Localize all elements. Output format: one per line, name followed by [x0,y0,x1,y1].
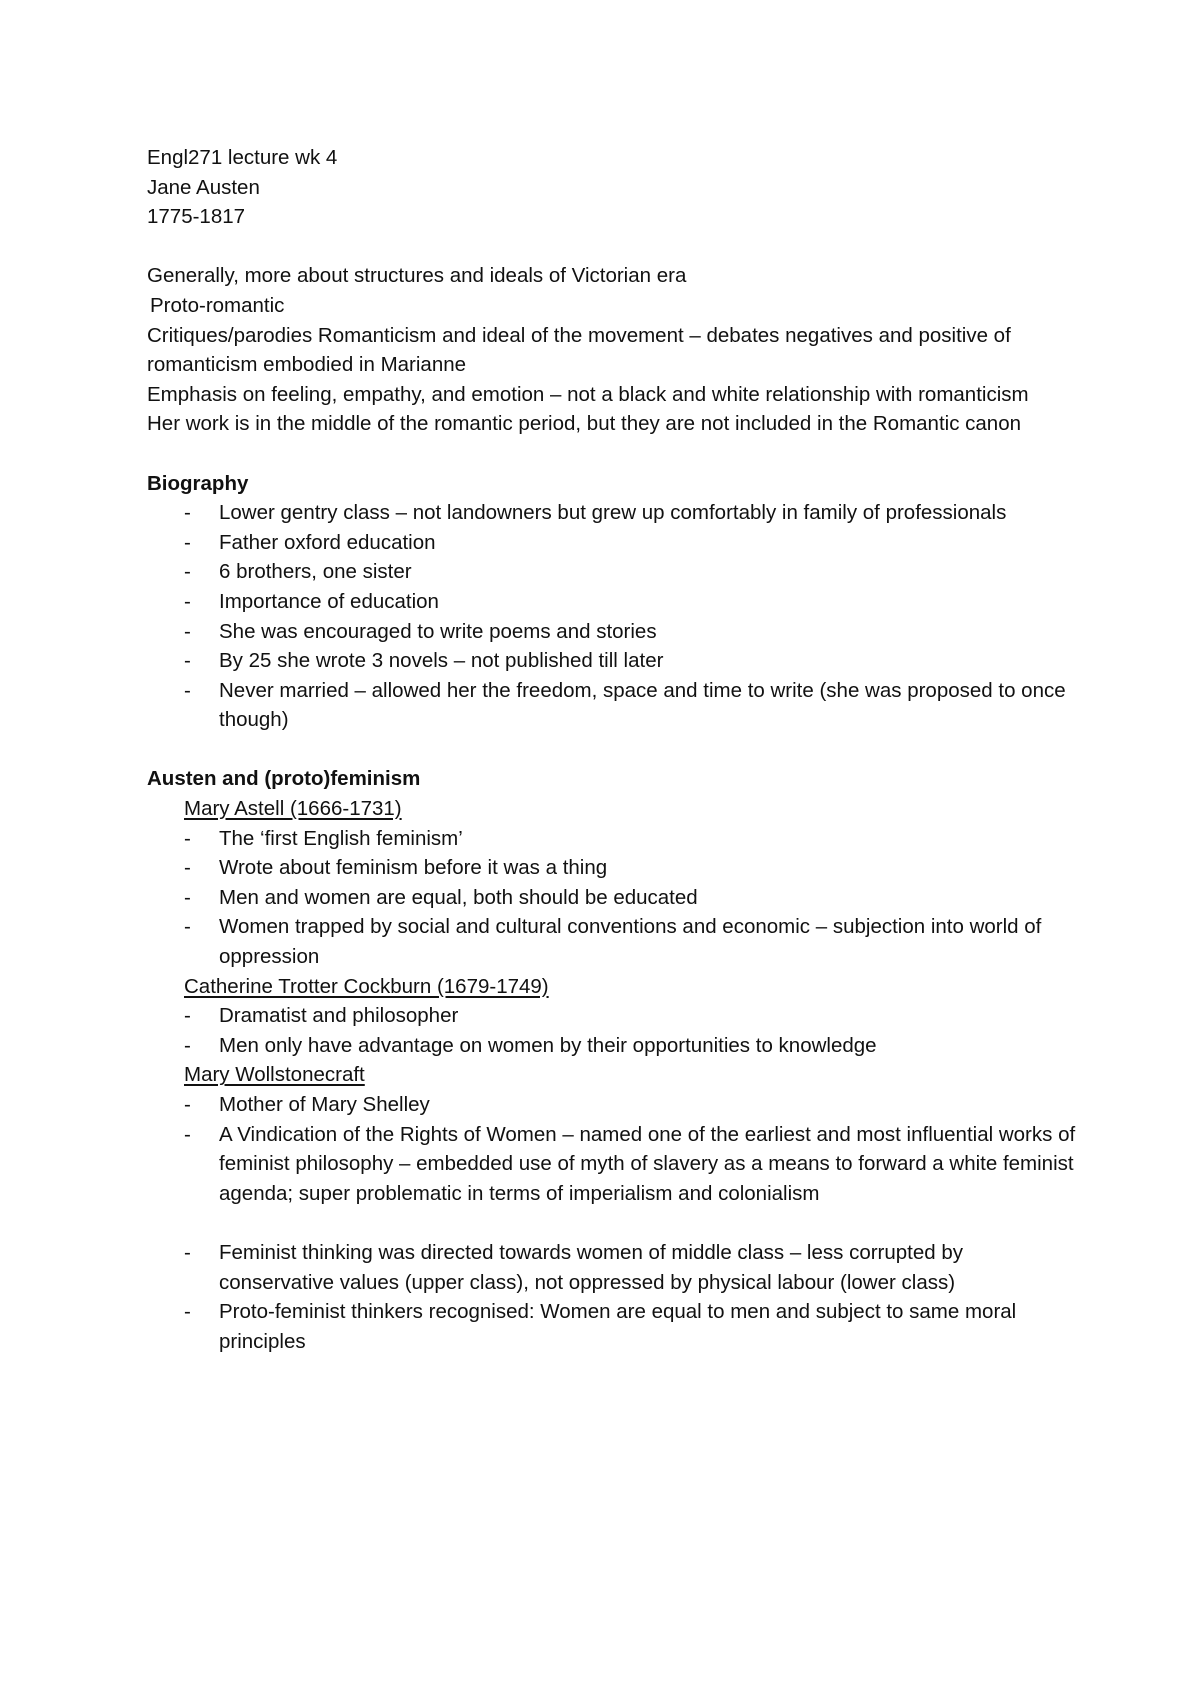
list-item [147,617,1077,647]
list-item [147,646,1077,676]
list-item-text: Importance of education [219,589,439,613]
dash-bullet: - [184,1093,191,1116]
cockburn-list [147,1001,1077,1060]
list-item-text: Wrote about feminism before it was a thing [219,856,608,880]
dash-bullet: - [184,856,191,880]
list-item [147,883,1077,913]
list-item [147,1297,1077,1356]
list-item-text: Feminist thinking was directed towards women of middle class – less corrupted by conservative values (upper class), not oppressed by physical labour (lower class) [219,1240,964,1294]
intro-line-3: Critiques/parodies Romanticism and ideal of the movement – debates negatives and positive of romanticism embodied in Marianne [147,323,1011,377]
spacer [147,439,1077,469]
dash-bullet: - [184,619,191,643]
author-dates: 1775-1817 [147,205,246,229]
subheading-mary-wollstonecraft: Mary Wollstonecraft [184,1063,365,1087]
dash-bullet: - [184,915,191,939]
list-item-text: 6 brothers, one sister [219,560,412,584]
list-item [147,587,1077,617]
subheading-catherine-cockburn: Catherine Trotter Cockburn (1679-1749) [184,974,549,998]
list-item [147,824,1077,854]
spacer [147,1208,1077,1238]
course-title: Engl271 lecture wk 4 [147,146,338,169]
list-item-text: Men only have advantage on women by their opportunities to knowledge [219,1033,877,1057]
intro-line-1: Generally, more about structures and ideals of Victorian era [147,264,687,288]
list-item-text: Mother of Mary Shelley [219,1093,430,1116]
list-item-text: Men and women are equal, both should be educated [219,885,698,909]
list-item-text: The ‘first English feminism’ [219,826,463,850]
dash-bullet: - [184,649,191,673]
dash-bullet: - [184,1004,191,1028]
biography-list [147,498,1077,735]
list-item [147,498,1077,528]
astell-list [147,824,1077,972]
dash-bullet: - [184,560,191,584]
list-item [147,912,1077,971]
dash-bullet: - [184,501,191,525]
author-name: Jane Austen [147,175,260,199]
list-item [147,528,1077,558]
list-item-text: By 25 she wrote 3 novels – not published till later [219,649,664,673]
list-item [147,853,1077,883]
biography-heading: Biography [147,471,249,495]
list-item [147,1120,1077,1209]
subheading-mary-astell: Mary Astell (1666-1731) [184,797,402,821]
list-item-text: Lower gentry class – not landowners but grew up comfortably in family of professionals [219,501,1007,525]
list-item-text: She was encouraged to write poems and stories [219,619,657,643]
intro-line-5: Her work is in the middle of the romantic period, but they are not included in the Romantic canon [147,412,1021,436]
document-page [147,143,1077,1356]
list-item-text: Women trapped by social and cultural conventions and economic – subjection into world of oppression [219,915,1042,969]
feminism-heading: Austen and (proto)feminism [147,767,421,791]
list-item-text: Never married – allowed her the freedom, space and time to write (she was proposed to once though) [219,678,1066,732]
list-item [147,1031,1077,1061]
list-item [147,1001,1077,1031]
list-item-text: Father oxford education [219,530,436,554]
list-item-text: A Vindication of the Rights of Women – named one of the earliest and most influential works of feminist philosophy – embedded use of myth of slavery as a means to forward a white feminist agenda; super problematic in terms of imperialism and colonialism [219,1122,1076,1205]
spacer [147,232,1077,262]
list-item-text: Proto-feminist thinkers recognised: Women are equal to men and subject to same moral principles [219,1300,1017,1353]
dash-bullet: - [184,885,191,909]
general-list [147,1238,1077,1356]
dash-bullet: - [184,1240,191,1264]
list-item [147,1238,1077,1297]
dash-bullet: - [184,589,191,613]
spacer [147,735,1077,765]
wollstonecraft-list [147,1090,1077,1208]
list-item [147,1090,1077,1120]
dash-bullet: - [184,1033,191,1057]
dash-bullet: - [184,826,191,850]
list-item [147,676,1077,735]
intro-line-2: Proto-romantic [150,293,285,317]
list-item [147,557,1077,587]
intro-line-4: Emphasis on feeling, empathy, and emotion – not a black and white relationship with romanticism [147,382,1029,406]
dash-bullet: - [184,530,191,554]
dash-bullet: - [184,678,191,702]
list-item-text: Dramatist and philosopher [219,1004,459,1028]
dash-bullet: - [184,1300,191,1324]
dash-bullet: - [184,1122,191,1146]
